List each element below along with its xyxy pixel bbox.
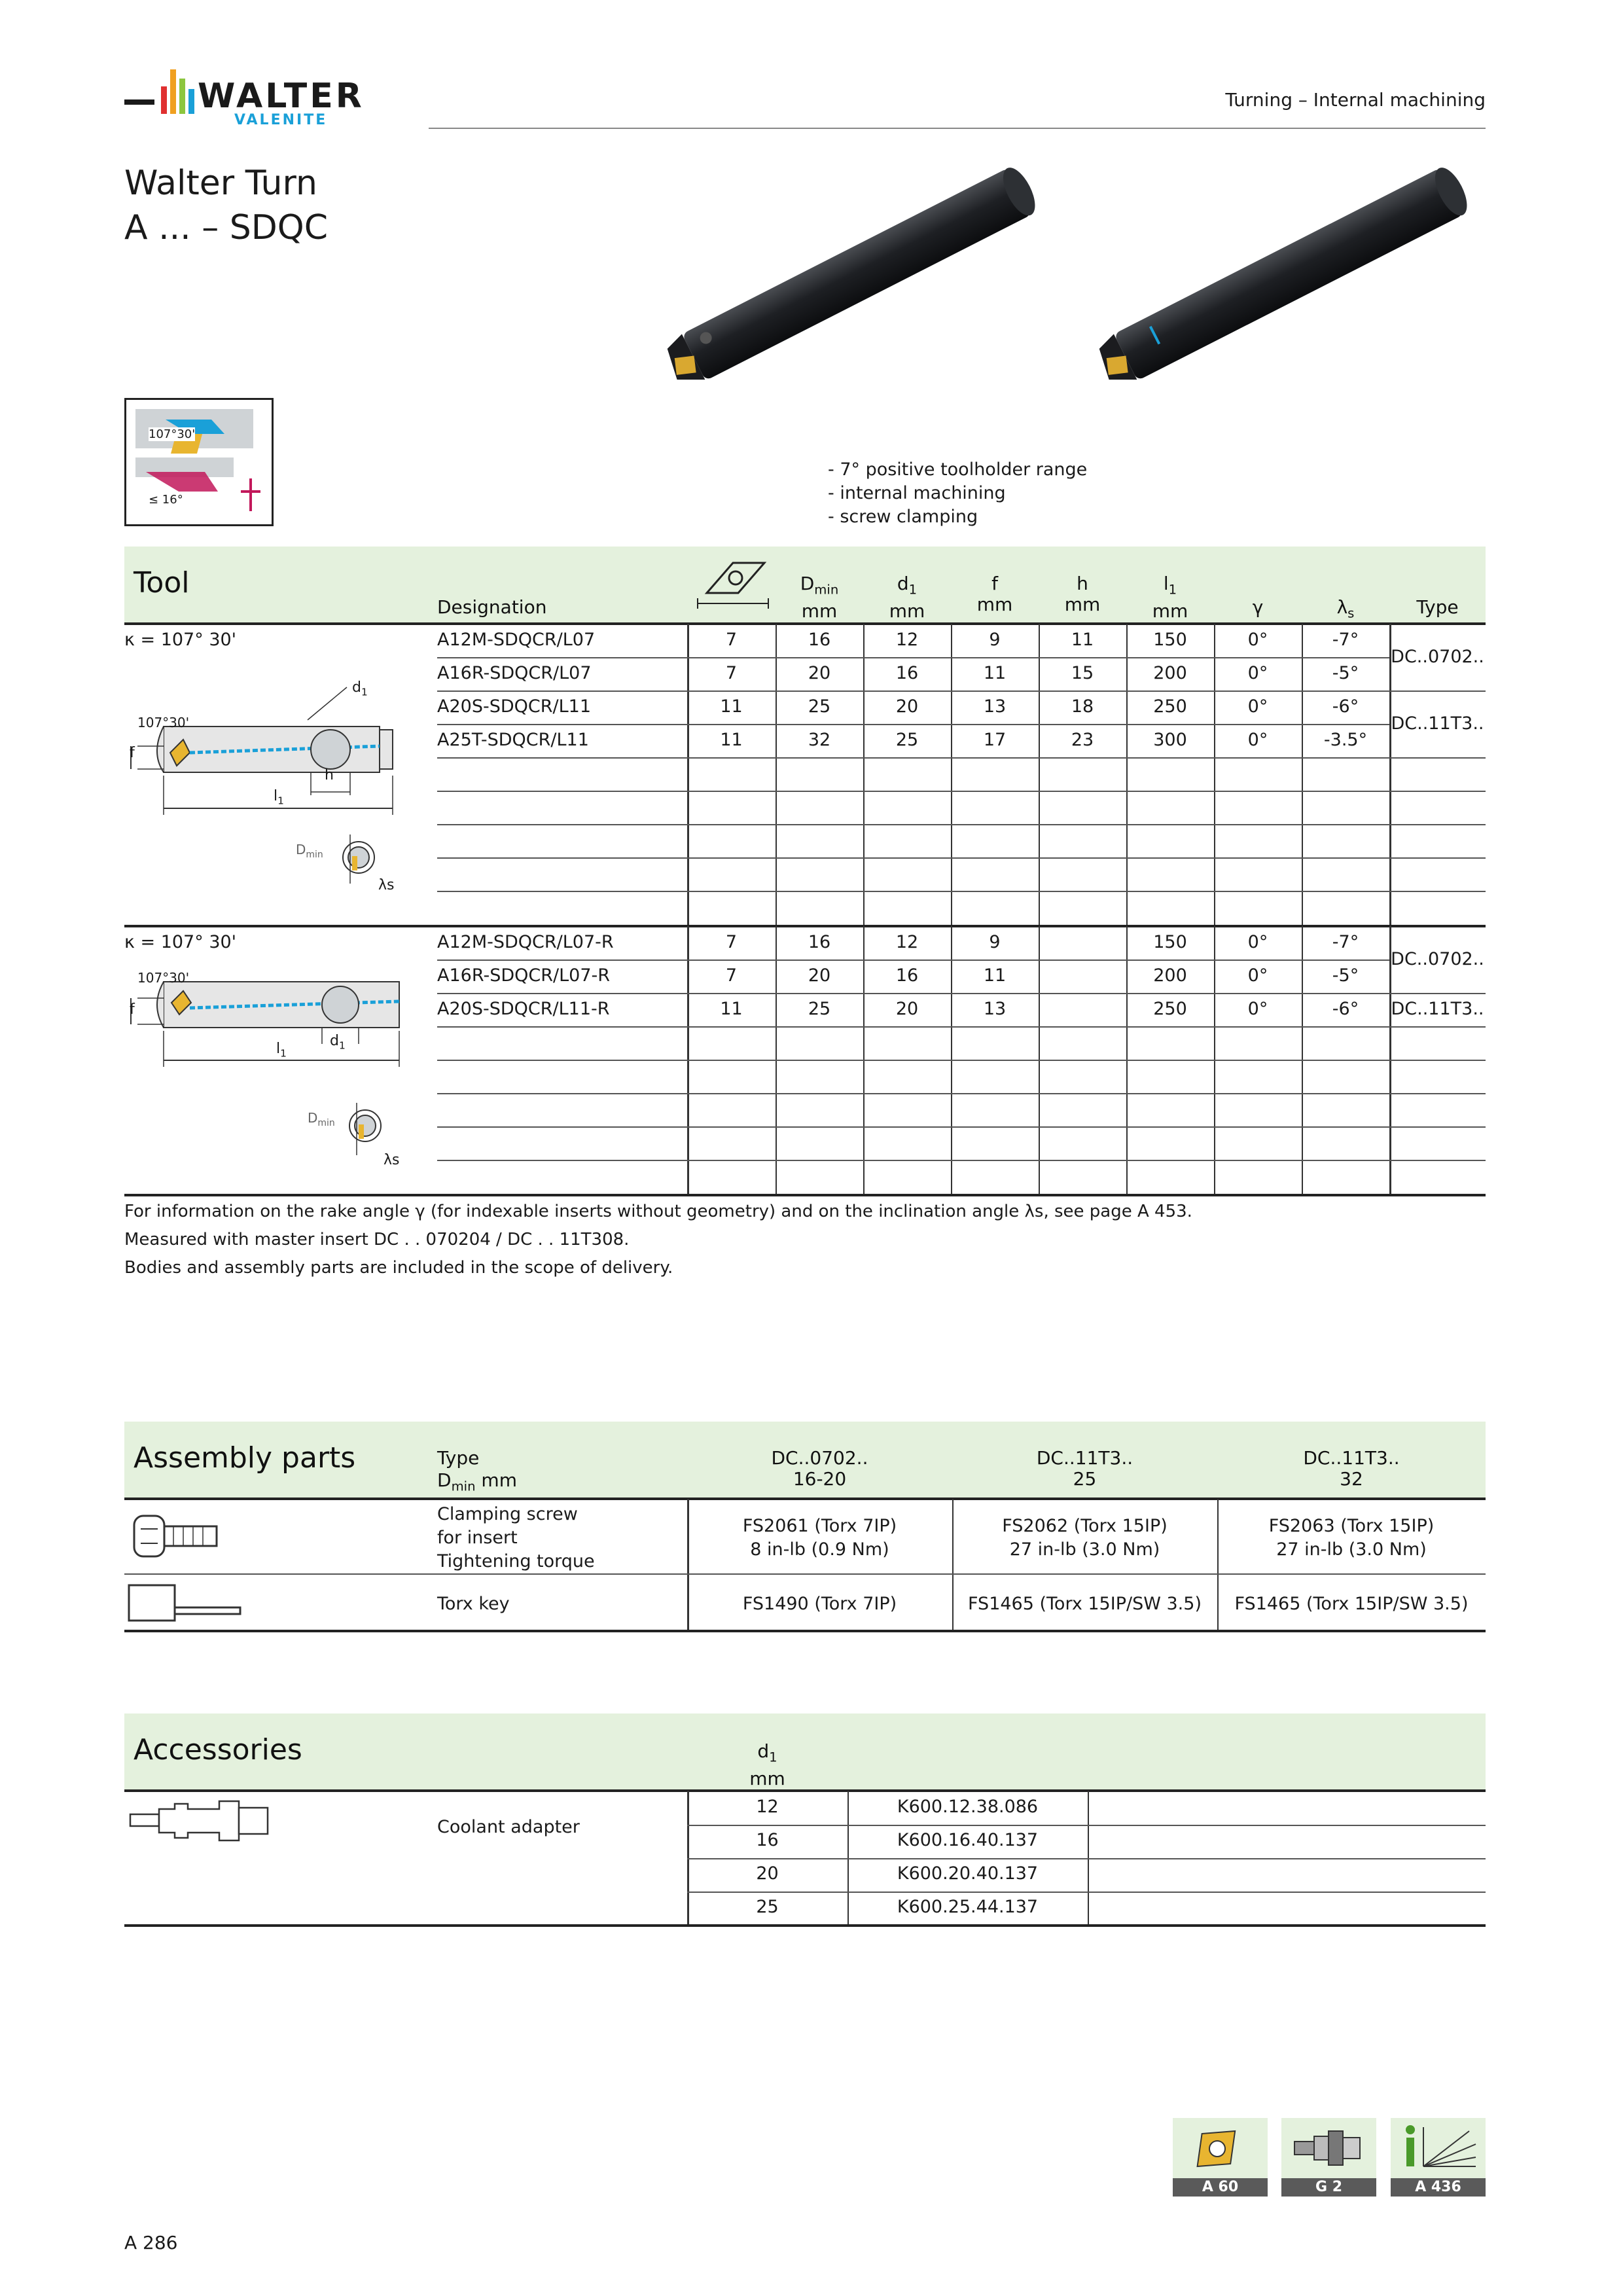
page-title-line2: A ... – SDQC [124,208,329,247]
ref-tile-inserts[interactable] [1173,2118,1268,2197]
row-rule [687,1825,1486,1826]
accessory-d1-cell: 16 [756,1830,779,1850]
screw-part: FS2062 (Torx 15IP) [1002,1516,1168,1536]
ref-tile-label: A 436 [1391,2178,1486,2197]
assembly-header-rule [124,1498,1486,1500]
d1-cell: 12 [895,630,919,650]
kappa-label: κ = 107° 30' [124,630,237,650]
h-cell: 15 [1071,663,1094,683]
dmin-cell: 32 [808,730,831,750]
insert-cell: 7 [725,932,738,952]
note-master-insert: Measured with master insert DC . . 070204 / DC . . 11T308. [124,1230,630,1249]
l1-cell: 150 [1153,630,1187,650]
accessory-d1-cell: 20 [756,1863,779,1884]
gamma-cell: 0° [1247,663,1268,683]
diagram-d1-label: $d_1$ [330,1033,346,1052]
insert-cell: 11 [720,999,743,1019]
assembly-section-title: Assembly parts [134,1441,356,1475]
accessories-header-rule [124,1789,1486,1792]
type-header: Type [1416,596,1459,618]
diagram-angle-label: 107°30' [137,970,190,986]
section-header: Turning – Internal machining [1225,89,1486,111]
f-cell: 11 [983,965,1007,986]
kappa-label: κ = 107° 30' [124,932,237,952]
f-cell: 17 [983,730,1007,750]
lambda-cell: -7° [1332,630,1359,650]
ref-tile-label: G 2 [1281,2178,1376,2197]
designation-cell: A12M-SDQCR/L07-R [437,932,614,952]
lambda-header: $\lambda_s$ [1336,596,1355,621]
toolholder-photo-left [645,157,1057,380]
f-cell: 11 [983,663,1007,683]
key-cell: FS1490 (Torx 7IP) [742,1594,897,1614]
ref-tile-tooling[interactable] [1281,2118,1376,2197]
lambda-cell: -7° [1332,932,1359,952]
d1-header: $d_1$ mm [889,573,925,622]
row-rule [437,1026,1486,1028]
group-rule [124,925,1486,927]
lambda-cell: -5° [1332,965,1359,986]
row-rule [437,757,1486,759]
d1-cell: 20 [895,999,919,1019]
dmin-cell: 25 [808,999,831,1019]
l1-cell: 250 [1153,696,1187,717]
insert-cell: 7 [725,965,738,986]
l1-cell: 300 [1153,730,1187,750]
d1-cell: 12 [895,932,919,952]
dmin-cell: 16 [808,932,831,952]
designation-cell: A16R-SDQCR/L07 [437,663,592,683]
accessories-d1-header: $d_1$ mm [749,1740,785,1789]
f-cell: 9 [989,630,1001,650]
diagram-dmin-label: $D_{min}$ [308,1110,335,1128]
coolant-adapter-label: Coolant adapter [437,1817,580,1837]
row-rule [437,657,1389,658]
diagram-ls-label: λs [378,877,395,893]
tool-dimension-diagram [124,661,425,916]
l1-cell: 200 [1153,965,1187,986]
row-rule [124,1573,1486,1575]
h-cell: 11 [1071,630,1094,650]
accessory-code-cell: K600.25.44.137 [897,1897,1039,1917]
row-rule [437,1060,1486,1061]
diagram-d1-label: $d_1$ [352,679,368,698]
diagram-l1-label: $l_1$ [276,1041,287,1060]
page-title-line1: Walter Turn [124,164,317,203]
torx-key-label: Torx key [437,1594,510,1614]
accessory-code-cell: K600.16.40.137 [897,1830,1039,1850]
f-cell: 13 [983,999,1007,1019]
row-rule [687,1858,1486,1859]
insert-cell: 11 [720,730,743,750]
designation-cell: A12M-SDQCR/L07 [437,630,596,650]
clamping-screw-icon [128,1505,226,1566]
type-cell: DC..0702.. [1391,949,1484,969]
screw-label-line: Tightening torque [437,1551,595,1571]
walter-logo [124,60,399,132]
lambda-cell: -5° [1332,663,1359,683]
screw-part: FS2061 (Torx 7IP) [742,1516,897,1536]
dmin-cell: 20 [808,965,831,986]
h-cell: 23 [1071,730,1094,750]
l1-cell: 150 [1153,932,1187,952]
h-cell: 18 [1071,696,1094,717]
gamma-cell: 0° [1247,965,1268,986]
lambda-cell: -3.5° [1323,730,1368,750]
ref-tile-info[interactable] [1391,2118,1486,2197]
d1-cell: 16 [895,965,919,986]
dmin-cell: 25 [808,696,831,717]
assembly-col-header: DC..11T3.. 25 [1036,1447,1133,1490]
designation-cell: A16R-SDQCR/L07-R [437,965,611,986]
diagram-angle-label: 107°30' [137,715,190,730]
icon-max-angle-label: ≤ 16° [149,493,183,507]
gamma-cell: 0° [1247,696,1268,717]
insert-icon [1173,2118,1268,2178]
row-rule [437,724,1389,725]
h-header: h mm [1064,573,1101,615]
toolholder-photo-right [1077,157,1489,380]
diagram-ls-label: λs [383,1152,400,1168]
designation-cell: A20S-SDQCR/L11 [437,696,591,717]
coolant-adapter-icon [128,1795,285,1847]
type-cell: DC..11T3.. [1391,713,1484,734]
f-cell: 9 [989,932,1001,952]
tool-header-rule [124,622,1486,625]
gamma-cell: 0° [1247,630,1268,650]
row-rule [687,1892,1486,1893]
diagram-f-label: f [130,1001,135,1018]
accessory-code-cell: K600.20.40.137 [897,1863,1039,1884]
tool-section-title: Tool [134,566,190,600]
dmin-header: $D_{min}$ mm [800,573,839,622]
tool-holder-icon [1281,2118,1376,2178]
feature-item: - 7° positive toolholder range [828,459,1088,480]
accessory-d1-cell: 25 [756,1897,779,1917]
accessories-bottom-rule [124,1924,1486,1927]
feature-item: - screw clamping [828,507,978,527]
feature-list [828,458,1087,529]
gamma-cell: 0° [1247,730,1268,750]
lambda-cell: -6° [1332,999,1359,1019]
header-rule [429,128,1486,129]
key-cell: FS1465 (Torx 15IP/SW 3.5) [968,1594,1202,1614]
screw-torque: 27 in-lb (3.0 Nm) [1009,1539,1160,1560]
icon-angle-label: 107°30' [149,427,196,441]
assembly-col-header: DC..11T3.. 32 [1303,1447,1400,1490]
row-rule [437,1160,1486,1161]
type-cell: DC..0702.. [1391,647,1484,667]
d1-cell: 20 [895,696,919,717]
f-cell: 13 [983,696,1007,717]
insert-cell: 7 [725,630,738,650]
note-scope-delivery: Bodies and assembly parts are included in the scope of delivery. [124,1258,673,1278]
key-cell: FS1465 (Torx 15IP/SW 3.5) [1234,1594,1469,1614]
designation-header: Designation [437,596,547,618]
note-rake-angle: For information on the rake angle γ (for indexable inserts without geometry) and on the inclination angle λs, see page A 453. [124,1202,1192,1221]
col-divider [1389,624,1391,925]
gamma-cell: 0° [1247,932,1268,952]
row-rule [437,824,1486,825]
row-rule [437,791,1486,792]
row-rule [437,1126,1486,1128]
row-rule [437,691,1486,692]
lambda-cell: -6° [1332,696,1359,717]
d1-cell: 16 [895,663,919,683]
screw-part: FS2063 (Torx 15IP) [1268,1516,1435,1536]
row-rule [437,960,1389,961]
assembly-type-label: Type [437,1447,480,1469]
row-rule [437,891,1486,892]
insert-cell: 11 [720,696,743,717]
logo-sub: VALENITE [234,112,328,128]
screw-cell [1217,1515,1486,1562]
accessories-section-title: Accessories [134,1733,302,1767]
screw-cell [952,1515,1217,1562]
logo-brand: WALTER [198,77,365,116]
assembly-bottom-rule [124,1630,1486,1632]
accessory-code-cell: K600.12.38.086 [897,1797,1039,1817]
assembly-col-header: DC..0702.. 16-20 [771,1447,868,1490]
internal-machining-icon [124,398,274,526]
screw-label-line: Clamping screw [437,1504,578,1524]
row-rule [437,857,1486,859]
torx-key-icon [128,1580,245,1626]
diagram-l1-label: $l_1$ [274,788,284,807]
info-chart-icon [1391,2118,1486,2178]
dmin-cell: 20 [808,663,831,683]
gamma-cell: 0° [1247,999,1268,1019]
feature-item: - internal machining [828,483,1006,503]
d1-cell: 25 [895,730,919,750]
assembly-dmin-label: $D_{min}$ mm [437,1469,517,1494]
screw-torque: 8 in-lb (0.9 Nm) [750,1539,889,1560]
diagram-h-label: h [325,767,334,783]
insert-shape-icon [694,551,772,617]
screw-cell [687,1515,952,1562]
diagram-dmin-label: $D_{min}$ [296,842,323,860]
designation-cell: A25T-SDQCR/L11 [437,730,589,750]
screw-label-line: for insert [437,1528,518,1548]
tool-r-dimension-diagram [124,962,425,1185]
page-number: A 286 [124,2232,178,2253]
l1-cell: 200 [1153,663,1187,683]
insert-cell: 7 [725,663,738,683]
accessory-d1-cell: 12 [756,1797,779,1817]
ref-tile-label: A 60 [1173,2178,1268,2197]
type-cell: DC..11T3.. [1391,999,1484,1019]
l1-cell: 250 [1153,999,1187,1019]
diagram-f-label: f [130,745,135,761]
screw-torque: 27 in-lb (3.0 Nm) [1276,1539,1427,1560]
designation-cell: A20S-SDQCR/L11-R [437,999,610,1019]
l1-header: $l_1$ mm [1152,573,1188,622]
table-bottom-rule [124,1194,1486,1196]
dmin-cell: 16 [808,630,831,650]
row-rule [437,993,1486,994]
screw-label [437,1503,595,1573]
f-header: f mm [976,573,1013,615]
row-rule [437,1093,1486,1094]
gamma-header: γ [1252,596,1264,618]
